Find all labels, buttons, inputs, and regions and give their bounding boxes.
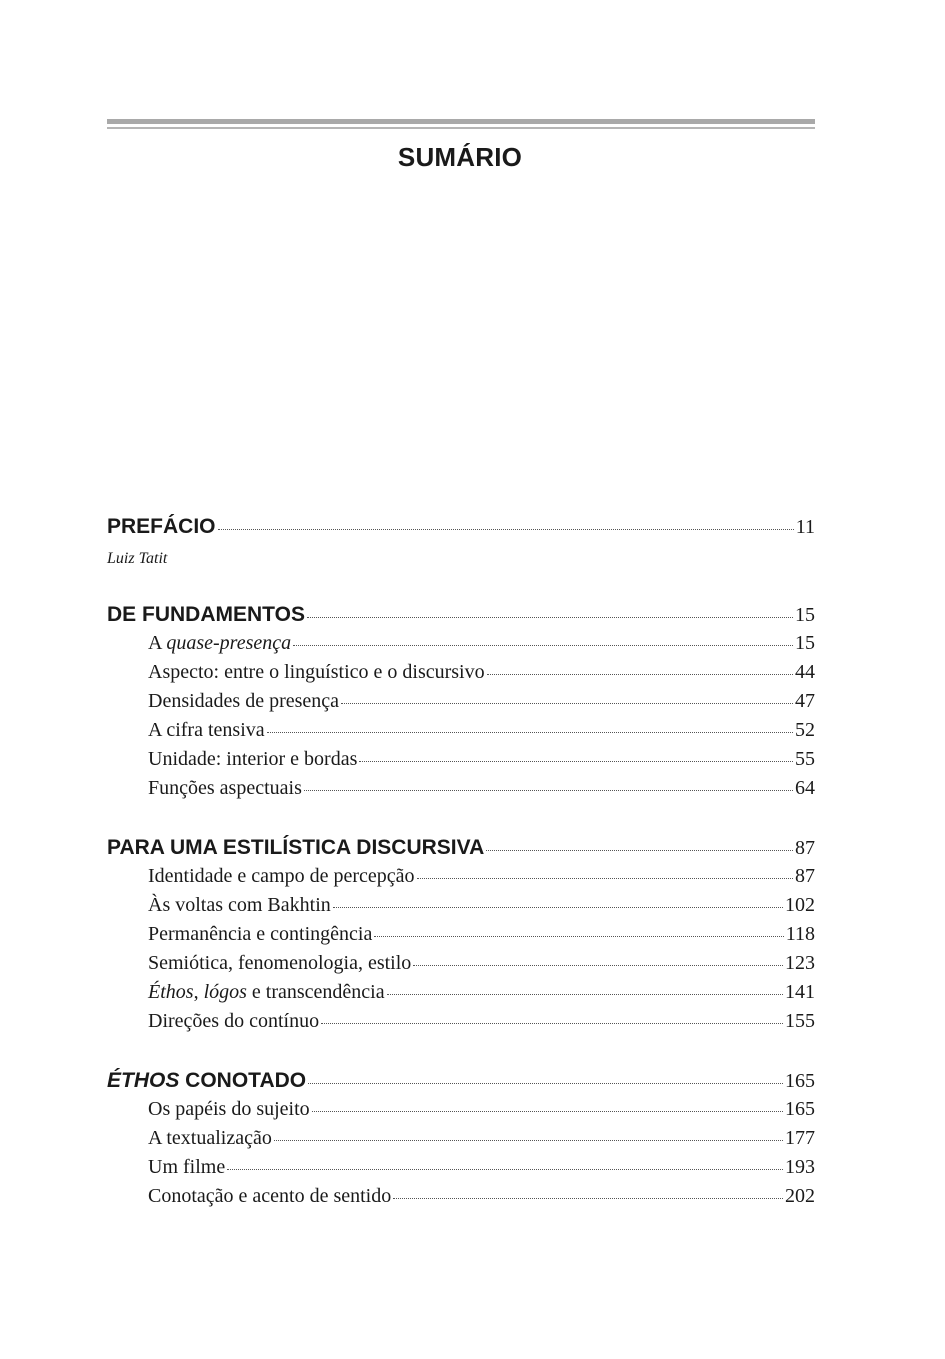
page-number: 64 xyxy=(795,777,815,799)
dot-leader xyxy=(387,994,783,995)
entry-title: Éthos, lógos e transcendência xyxy=(148,981,385,1003)
toc-entry[interactable] xyxy=(107,690,815,719)
header-rule-thick xyxy=(107,119,815,124)
page-number: 123 xyxy=(785,952,815,974)
page-title: SUMÁRIO xyxy=(397,142,523,172)
dot-leader xyxy=(487,674,793,675)
toc-entry[interactable] xyxy=(107,923,815,952)
dot-leader xyxy=(304,790,793,791)
dot-leader xyxy=(413,965,783,966)
toc-entry[interactable] xyxy=(107,952,815,981)
toc-entry[interactable] xyxy=(107,981,815,1010)
entry-title: Permanência e contingência xyxy=(148,923,373,945)
section-title: DE FUNDAMENTOS xyxy=(107,603,305,626)
toc-section-estilistica[interactable] xyxy=(107,836,815,865)
page-number: 11 xyxy=(795,516,815,538)
entry-title: A textualização xyxy=(148,1127,272,1149)
entry-title: Direções do contínuo xyxy=(148,1010,320,1032)
dot-leader xyxy=(393,1198,783,1199)
section-author: Luiz Tatit xyxy=(107,550,168,567)
page-number: 202 xyxy=(785,1185,815,1207)
toc-entry[interactable] xyxy=(107,748,815,777)
toc-section-prefacio[interactable] xyxy=(107,515,815,544)
entry-title: A cifra tensiva xyxy=(148,719,265,741)
dot-leader xyxy=(307,617,793,618)
entry-title: Unidade: interior e bordas xyxy=(148,748,358,770)
entry-title: Densidades de presença xyxy=(148,690,340,712)
toc-entry[interactable] xyxy=(107,1010,815,1039)
page-number: 118 xyxy=(785,923,815,945)
header-rule-thin xyxy=(107,127,815,129)
entry-title: Funções aspectuais xyxy=(148,777,302,799)
entry-title: Às voltas com Bakhtin xyxy=(148,894,331,916)
entry-title: Semiótica, fenomenologia, estilo xyxy=(148,952,412,974)
toc-entry[interactable] xyxy=(107,1127,815,1156)
dot-leader xyxy=(333,907,783,908)
page-number: 47 xyxy=(795,690,815,712)
dot-leader xyxy=(417,878,793,879)
page-number: 177 xyxy=(785,1127,815,1149)
table-of-contents xyxy=(107,515,815,1214)
dot-leader xyxy=(218,529,794,530)
page-number: 87 xyxy=(795,837,815,859)
toc-entry[interactable] xyxy=(107,661,815,690)
dot-leader xyxy=(321,1023,783,1024)
dot-leader xyxy=(359,761,793,762)
page-number: 15 xyxy=(795,632,815,654)
section-title: PREFÁCIO xyxy=(107,515,216,538)
dot-leader xyxy=(227,1169,783,1170)
toc-entry[interactable] xyxy=(107,632,815,661)
page-number: 52 xyxy=(795,719,815,741)
toc-entry[interactable] xyxy=(107,1185,815,1214)
dot-leader xyxy=(308,1083,783,1084)
section-gap xyxy=(107,573,815,603)
toc-entry[interactable] xyxy=(107,719,815,748)
section-title: ÉTHOS CONOTADO xyxy=(107,1069,307,1092)
dot-leader xyxy=(341,703,793,704)
entry-title: Os papéis do sujeito xyxy=(148,1098,310,1120)
toc-section-ethos[interactable] xyxy=(107,1069,815,1098)
section-gap xyxy=(107,1039,815,1069)
dot-leader xyxy=(293,645,793,646)
dot-leader xyxy=(312,1111,783,1112)
toc-section-fundamentos[interactable] xyxy=(107,603,815,632)
toc-entry[interactable] xyxy=(107,1098,815,1127)
page-number: 155 xyxy=(785,1010,815,1032)
page-number: 193 xyxy=(785,1156,815,1178)
toc-entry[interactable] xyxy=(107,865,815,894)
dot-leader xyxy=(267,732,793,733)
dot-leader xyxy=(274,1140,783,1141)
entry-title: Um filme xyxy=(148,1156,226,1178)
page-number: 165 xyxy=(785,1070,815,1092)
dot-leader xyxy=(486,850,793,851)
page-number: 15 xyxy=(795,604,815,626)
page-number: 102 xyxy=(785,894,815,916)
page-number: 87 xyxy=(795,865,815,887)
entry-title: Conotação e acento de sentido xyxy=(148,1185,392,1207)
section-title: PARA UMA ESTILÍSTICA DISCURSIVA xyxy=(107,836,485,859)
toc-entry[interactable] xyxy=(107,777,815,806)
toc-entry[interactable] xyxy=(107,894,815,923)
section-gap xyxy=(107,806,815,836)
entry-title: Identidade e campo de percepção xyxy=(148,865,415,887)
dot-leader xyxy=(374,936,783,937)
page-number: 141 xyxy=(785,981,815,1003)
entry-title: Aspecto: entre o linguístico e o discursivo xyxy=(148,661,485,683)
toc-entry[interactable] xyxy=(107,1156,815,1185)
entry-title: A quase-presença xyxy=(148,632,292,654)
page-number: 44 xyxy=(795,661,815,683)
page-number: 55 xyxy=(795,748,815,770)
page-number: 165 xyxy=(785,1098,815,1120)
